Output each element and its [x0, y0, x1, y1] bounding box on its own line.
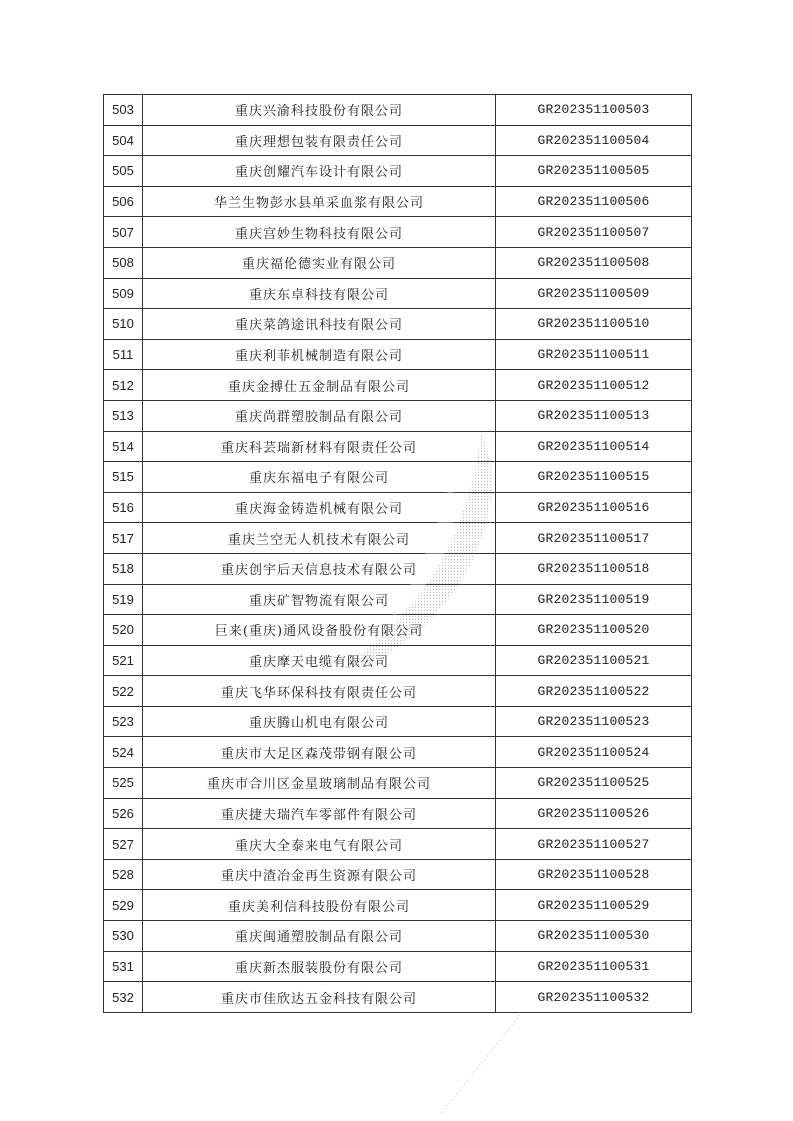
- table-row: [104, 615, 692, 646]
- company-name: 重庆飞华环保科技有限责任公司: [143, 676, 496, 707]
- table-row: [104, 186, 692, 217]
- certificate-code: GR202351100504: [496, 125, 692, 156]
- company-name: 重庆中渣冶金再生资源有限公司: [143, 859, 496, 890]
- row-number: 511: [104, 339, 143, 370]
- row-number: 531: [104, 951, 143, 982]
- table-row: [104, 706, 692, 737]
- row-number: 505: [104, 156, 143, 187]
- table-row: [104, 217, 692, 248]
- certificate-code: GR202351100522: [496, 676, 692, 707]
- company-name: 重庆创宇后天信息技术有限公司: [143, 553, 496, 584]
- row-number: 530: [104, 921, 143, 952]
- certificate-code: GR202351100511: [496, 339, 692, 370]
- table-row: [104, 462, 692, 493]
- row-number: 515: [104, 462, 143, 493]
- company-name: 重庆捷夫瑞汽车零部件有限公司: [143, 798, 496, 829]
- company-name: 重庆美利信科技股份有限公司: [143, 890, 496, 921]
- company-name: 重庆利菲机械制造有限公司: [143, 339, 496, 370]
- company-name: 重庆海金铸造机械有限公司: [143, 492, 496, 523]
- row-number: 526: [104, 798, 143, 829]
- certificate-code: GR202351100518: [496, 553, 692, 584]
- company-name: 重庆市合川区金星玻璃制品有限公司: [143, 768, 496, 799]
- certificate-code: GR202351100516: [496, 492, 692, 523]
- row-number: 518: [104, 553, 143, 584]
- company-name: 重庆理想包装有限责任公司: [143, 125, 496, 156]
- row-number: 513: [104, 400, 143, 431]
- row-number: 517: [104, 523, 143, 554]
- table-row: [104, 125, 692, 156]
- certificate-code: GR202351100523: [496, 706, 692, 737]
- table-row: [104, 400, 692, 431]
- company-name: 重庆大全泰来电气有限公司: [143, 829, 496, 860]
- certificate-code: GR202351100506: [496, 186, 692, 217]
- scan-speckle: [420, 1010, 540, 1121]
- certificate-code: GR202351100510: [496, 309, 692, 340]
- certificate-code: GR202351100520: [496, 615, 692, 646]
- company-name: 重庆东卓科技有限公司: [143, 278, 496, 309]
- certificate-code: GR202351100532: [496, 982, 692, 1013]
- table-row: [104, 951, 692, 982]
- certificate-code: GR202351100507: [496, 217, 692, 248]
- certificate-code: GR202351100514: [496, 431, 692, 462]
- certificate-code: GR202351100526: [496, 798, 692, 829]
- table-row: [104, 676, 692, 707]
- certificate-code: GR202351100512: [496, 370, 692, 401]
- row-number: 519: [104, 584, 143, 615]
- company-name: 重庆福伦德实业有限公司: [143, 247, 496, 278]
- certificate-code: GR202351100503: [496, 95, 692, 126]
- company-name: 重庆矿智物流有限公司: [143, 584, 496, 615]
- row-number: 521: [104, 645, 143, 676]
- certificate-code: GR202351100527: [496, 829, 692, 860]
- table-row: [104, 553, 692, 584]
- company-name: 重庆市佳欣达五金科技有限公司: [143, 982, 496, 1013]
- table-body: [104, 95, 692, 1013]
- company-name: 重庆兰空无人机技术有限公司: [143, 523, 496, 554]
- row-number: 504: [104, 125, 143, 156]
- row-number: 508: [104, 247, 143, 278]
- certificate-code: GR202351100517: [496, 523, 692, 554]
- company-name: 重庆兴渝科技股份有限公司: [143, 95, 496, 126]
- certificate-code: GR202351100505: [496, 156, 692, 187]
- certificate-code: GR202351100531: [496, 951, 692, 982]
- table-row: [104, 492, 692, 523]
- certificate-code: GR202351100528: [496, 859, 692, 890]
- table-row: [104, 278, 692, 309]
- company-name: 重庆宫妙生物科技有限公司: [143, 217, 496, 248]
- certificate-code: GR202351100508: [496, 247, 692, 278]
- table-row: [104, 921, 692, 952]
- row-number: 525: [104, 768, 143, 799]
- company-name: 重庆市大足区森茂带钢有限公司: [143, 737, 496, 768]
- company-name: 重庆腾山机电有限公司: [143, 706, 496, 737]
- table-row: [104, 431, 692, 462]
- certificate-code: GR202351100524: [496, 737, 692, 768]
- company-name: 重庆科芸瑞新材料有限责任公司: [143, 431, 496, 462]
- certificate-code: GR202351100515: [496, 462, 692, 493]
- table-row: [104, 247, 692, 278]
- certificate-code: GR202351100509: [496, 278, 692, 309]
- table-row: [104, 798, 692, 829]
- row-number: 516: [104, 492, 143, 523]
- company-name: 重庆东福电子有限公司: [143, 462, 496, 493]
- certificate-code: GR202351100525: [496, 768, 692, 799]
- row-number: 503: [104, 95, 143, 126]
- table-row: [104, 768, 692, 799]
- table-row: [104, 339, 692, 370]
- table-row: [104, 309, 692, 340]
- row-number: 510: [104, 309, 143, 340]
- row-number: 529: [104, 890, 143, 921]
- row-number: 506: [104, 186, 143, 217]
- certificate-code: GR202351100529: [496, 890, 692, 921]
- certificate-code: GR202351100530: [496, 921, 692, 952]
- row-number: 522: [104, 676, 143, 707]
- company-name: 重庆摩天电缆有限公司: [143, 645, 496, 676]
- company-name: 重庆创耀汽车设计有限公司: [143, 156, 496, 187]
- table-row: [104, 859, 692, 890]
- certificate-code: GR202351100513: [496, 400, 692, 431]
- table-row: [104, 523, 692, 554]
- company-name: 重庆闽通塑胶制品有限公司: [143, 921, 496, 952]
- row-number: 527: [104, 829, 143, 860]
- table-row: [104, 370, 692, 401]
- table-row: [104, 982, 692, 1013]
- company-name: 巨来(重庆)通风设备股份有限公司: [143, 615, 496, 646]
- row-number: 514: [104, 431, 143, 462]
- company-table: [103, 94, 692, 1013]
- row-number: 512: [104, 370, 143, 401]
- company-name: 重庆金搏仕五金制品有限公司: [143, 370, 496, 401]
- table-row: [104, 645, 692, 676]
- table-row: [104, 829, 692, 860]
- row-number: 507: [104, 217, 143, 248]
- row-number: 524: [104, 737, 143, 768]
- table-row: [104, 95, 692, 126]
- company-name: 重庆新杰服装股份有限公司: [143, 951, 496, 982]
- row-number: 520: [104, 615, 143, 646]
- row-number: 509: [104, 278, 143, 309]
- certificate-code: GR202351100519: [496, 584, 692, 615]
- company-name: 重庆菜鸽途讯科技有限公司: [143, 309, 496, 340]
- row-number: 528: [104, 859, 143, 890]
- company-name: 华兰生物彭水县单采血浆有限公司: [143, 186, 496, 217]
- table-row: [104, 156, 692, 187]
- table-row: [104, 890, 692, 921]
- row-number: 532: [104, 982, 143, 1013]
- row-number: 523: [104, 706, 143, 737]
- company-name: 重庆尚群塑胶制品有限公司: [143, 400, 496, 431]
- table-row: [104, 584, 692, 615]
- certificate-code: GR202351100521: [496, 645, 692, 676]
- table-row: [104, 737, 692, 768]
